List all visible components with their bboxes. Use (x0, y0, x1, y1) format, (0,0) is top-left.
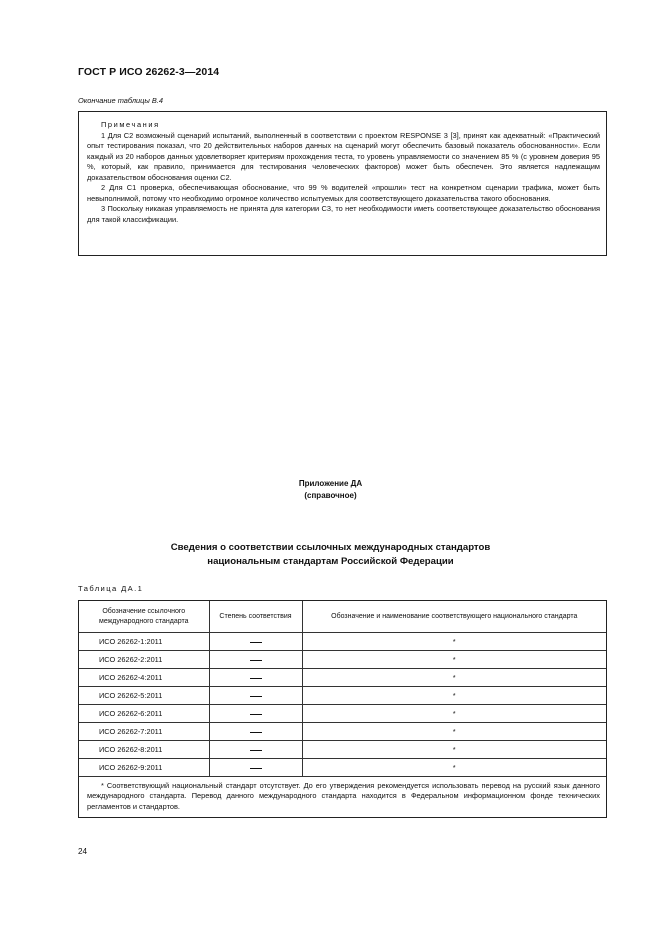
cell-degree (209, 759, 302, 777)
table-row (79, 669, 606, 687)
dash-mark (250, 768, 262, 769)
table-header-row (79, 601, 606, 633)
header-degree: Степень соответствия (209, 601, 302, 633)
cell-standard: ИСО 26262-9:2011 (79, 759, 209, 777)
cell-degree (209, 705, 302, 723)
dash-mark (250, 714, 262, 715)
cell-standard: ИСО 26262-6:2011 (79, 705, 209, 723)
notes-box (78, 111, 607, 256)
cell-standard: ИСО 26262-7:2011 (79, 723, 209, 741)
dash-mark (250, 732, 262, 733)
cell-standard: ИСО 26262-1:2011 (79, 633, 209, 651)
cell-national: * (302, 687, 606, 705)
correspondence-table (78, 600, 607, 818)
notes-heading: Примечания (101, 120, 160, 129)
cell-national: * (302, 723, 606, 741)
cell-standard: ИСО 26262-5:2011 (79, 687, 209, 705)
dash-mark (250, 696, 262, 697)
section-title (0, 541, 661, 570)
cell-national: * (302, 669, 606, 687)
header-international-standard: Обозначение ссылочного международного стандарта (79, 601, 209, 633)
section-title-line-1: Сведения о соответствии ссылочных международных стандартов (170, 542, 491, 553)
note-3: 3 Поскольку никакая управляемость не принята для категории C3, то нет необходимости иметь соответствующее доказательство обоснования для такой классификации. (87, 204, 600, 224)
dash-mark (250, 660, 262, 661)
cell-standard: ИСО 26262-4:2011 (79, 669, 209, 687)
page-number: 24 (78, 847, 88, 856)
cell-degree (209, 669, 302, 687)
header-national-standard: Обозначение и наименование соответствующего национального стандарта (302, 601, 606, 633)
annex-subtitle: (справочное) (304, 490, 357, 500)
cell-degree (209, 723, 302, 741)
note-2: 2 Для C1 проверка, обеспечивающая обоснование, что 99 % водителей «прошли» тест на конкретном сценарии трафика, может быть невыполнимой, потому что необходимо огромное количество испытуемых для соответствующего доказательства такого обоснования. (87, 183, 600, 203)
table-row (79, 687, 606, 705)
table-row (79, 651, 606, 669)
annex-heading (0, 478, 661, 501)
cell-standard: ИСО 26262-2:2011 (79, 651, 209, 669)
cell-degree (209, 651, 302, 669)
dash-mark (250, 678, 262, 679)
cell-national: * (302, 705, 606, 723)
cell-degree (209, 687, 302, 705)
table-row (79, 723, 606, 741)
cell-national: * (302, 651, 606, 669)
table-row (79, 633, 606, 651)
annex-title: Приложение ДА (298, 479, 363, 488)
dash-mark (250, 642, 262, 643)
cell-degree (209, 741, 302, 759)
cell-standard: ИСО 26262-8:2011 (79, 741, 209, 759)
note-1: 1 Для C2 возможный сценарий испытаний, выполненный в соответствии с проектом RESPONSE 3 [3], принят как адекватный: «Практический опыт тестирования показал, что 20 действительных наборов данных на сценарий могут обеспечить базовый показатель обоснованности». Если каждый из 20 наборов данных удовлетворяет критериям прохождения теста, то уровень управляемости со значением 85 % (с уровнем доверия 95 %, который, как правило, принимается для тестирования человеческих факторов) может быть обеспечен. Это является надлежащим доказательством обоснования оценки C2. (87, 130, 600, 182)
document-header: ГОСТ Р ИСО 26262-3—2014 (78, 66, 220, 78)
table-row (79, 759, 606, 777)
table-footnote: * Соответствующий национальный стандарт отсутствует. До его утверждения рекомендуется использовать перевод на русский язык данного международного стандарта. Перевод данного международного стандарта находится в Федеральном информационном фонде технических регламентов и стандартов. (87, 781, 600, 811)
cell-national: * (302, 633, 606, 651)
dash-mark (250, 750, 262, 751)
cell-degree (209, 633, 302, 651)
table-continuation-label: Окончание таблицы B.4 (78, 96, 163, 105)
table-row (79, 741, 606, 759)
cell-national: * (302, 759, 606, 777)
table-caption: Таблица ДА.1 (78, 584, 144, 593)
table-row (79, 705, 606, 723)
section-title-line-2: национальным стандартам Российской Федерации (207, 556, 454, 568)
cell-national: * (302, 741, 606, 759)
